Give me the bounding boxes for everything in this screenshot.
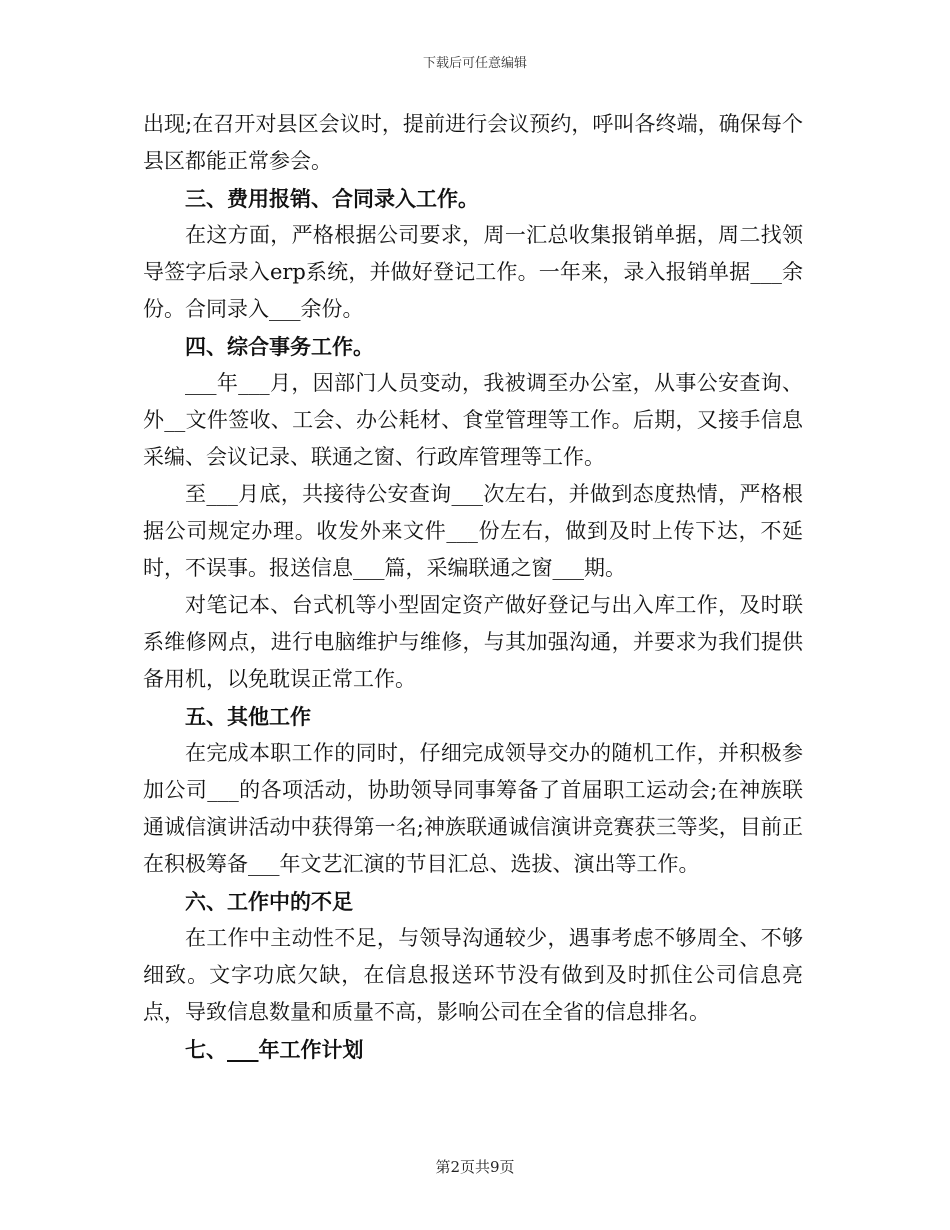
paragraph: ___年___月，因部门人员变动，我被调至办公室，从事公安查询、外__文件签收、工会、办公耗材、食堂管理等工作。后期，又接手信息采编、会议记录、联通之窗、行政库管理等工作。 [143,371,803,469]
paragraph: 在这方面，严格根据公司要求，周一汇总收集报销单据，周二找领导签字后录入erp系统，并做好登记工作。一年来，录入报销单据___余份。合同录入___余份。 [143,223,803,321]
page-number: 第2页共9页 [435,1158,515,1176]
paragraph: 对笔记本、台式机等小型固定资产做好登记与出入库工作，及时联系维修网点，进行电脑维护与维修，与其加强沟通，并要求为我们提供备用机，以免耽误正常工作。 [143,593,803,691]
paragraph: 出现;在召开对县区会议时，提前进行会议预约，呼叫各终端，确保每个县区都能正常参会。 [143,112,803,173]
paragraph: 至___月底，共接待公安查询___次左右，并做到态度热情，严格根据公司规定办理。收发外来文件___份左右，做到及时上传下达，不延时，不误事。报送信息___篇，采编联通之窗___期。 [143,482,803,580]
section-heading: 三、费用报销、合同录入工作。 [185,186,479,211]
paragraph: 在完成本职工作的同时，仔细完成领导交办的随机工作，并积极参加公司___的各项活动，协助领导同事筹备了首届职工运动会;在神族联通诚信演讲活动中获得第一名;神族联通诚信演讲竞赛获三等奖，目前正在积极筹备___年文艺汇演的节目汇总、选拔、演出等工作。 [143,741,803,876]
document-body [143,106,803,1068]
section-heading: 七、___年工作计划 [185,1037,364,1062]
section-heading: 五、其他工作 [185,704,311,729]
paragraph: 在工作中主动性不足，与领导沟通较少，遇事考虑不够周全、不够细致。文字功底欠缺，在信息报送环节没有做到及时抓住公司信息亮点，导致信息数量和质量不高，影响公司在全省的信息排名。 [143,926,803,1024]
header-note: 下载后可任意编辑 [422,56,527,71]
section-heading: 六、工作中的不足 [185,889,353,914]
section-heading: 四、综合事务工作。 [185,334,374,359]
